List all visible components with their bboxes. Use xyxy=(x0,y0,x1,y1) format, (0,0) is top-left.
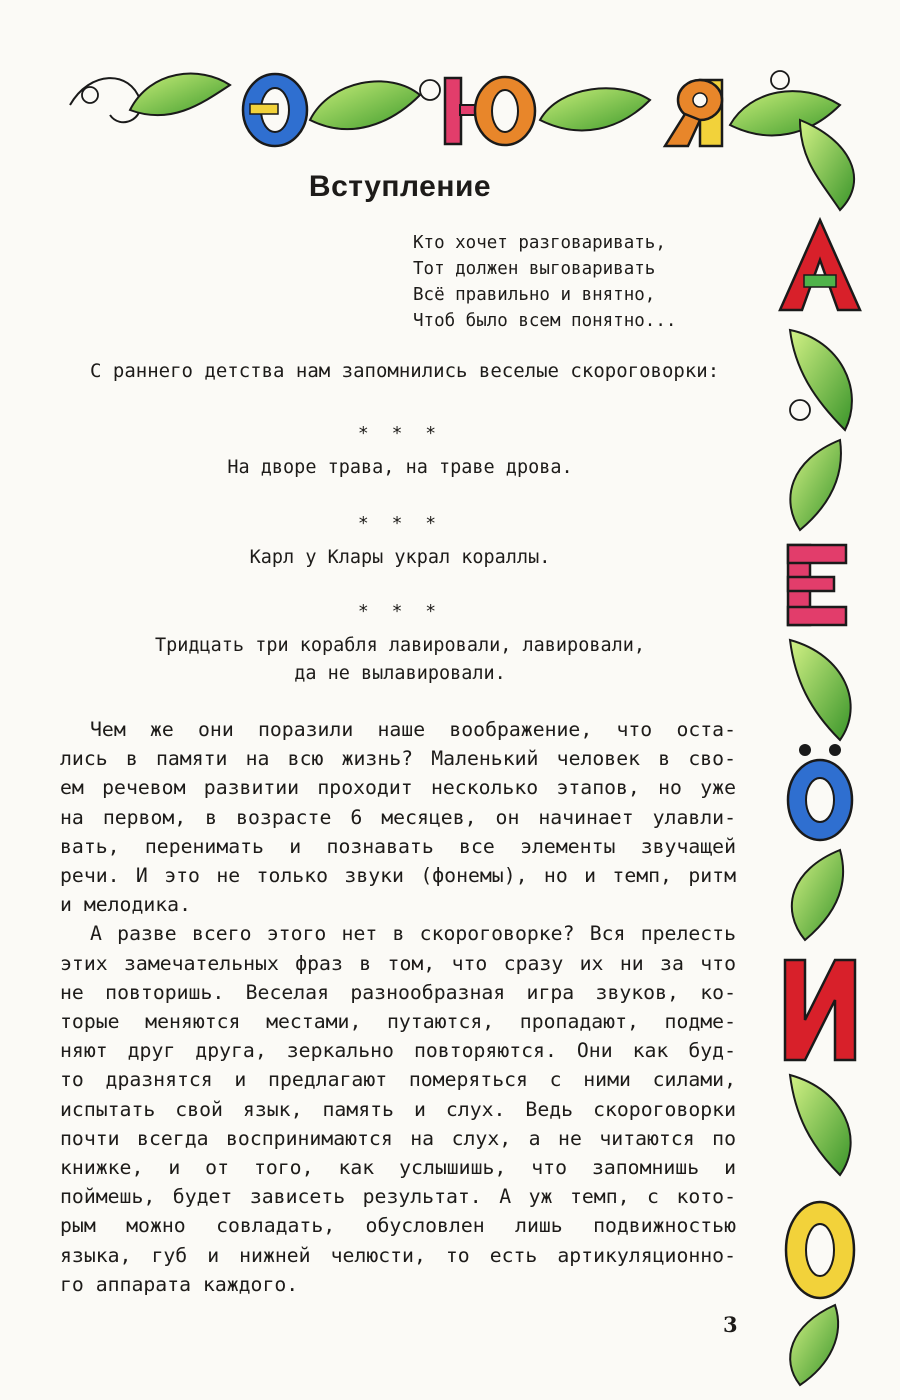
paragraph-line: то дразнятся и предлагают померяться с ними силами, xyxy=(60,1068,736,1092)
right-ornament-border xyxy=(760,110,880,1390)
paragraph-line: на первом, в возрасте 6 месяцев, он начинает улавли- xyxy=(60,805,736,829)
paragraph-line: почти всегда воспринимаются на слух, а не читаются по xyxy=(60,1126,736,1150)
epigraph-line: Кто хочет разговаривать, xyxy=(413,233,666,253)
swirl-ornament xyxy=(70,78,141,122)
paragraph-line: языка, губ и нижней челюсти, то есть артикуляционно- xyxy=(60,1243,736,1267)
tongue-twister xyxy=(60,598,740,688)
leaf-ornament xyxy=(130,74,230,116)
twister-line: Тридцать три корабля лавировали, лавировали, xyxy=(154,635,646,656)
leaf-ornament xyxy=(790,440,841,530)
epigraph-line: Чтоб было всем понятно... xyxy=(413,311,677,331)
paragraph-line: книжке, и от того, как услышишь, что запомнишь и xyxy=(60,1156,736,1180)
paragraph-line: не повторишь. Веселая разнообразная игра звуков, ко- xyxy=(60,980,736,1004)
ornament-letter-i xyxy=(785,960,855,1060)
page-title: Вступление xyxy=(308,170,492,203)
ornament-letter-e-reversed xyxy=(243,74,307,146)
tongue-twister xyxy=(60,420,740,482)
ornament-letter-yu xyxy=(445,77,535,145)
paragraph-line: го аппарата каждого. xyxy=(60,1272,299,1296)
paragraph-line: поймешь, будет зависеть результат. А уж темп, с кото- xyxy=(60,1185,736,1209)
ornament-letter-yo xyxy=(788,744,852,840)
paragraph-line: этих замечательных фраз в том, что сразу их ни за что xyxy=(60,951,736,975)
ornament-letter-a xyxy=(780,220,860,310)
paragraph-line: лись в памяти на всю жизнь? Маленький человек в сво- xyxy=(60,747,736,771)
leaf-ornament xyxy=(790,640,851,740)
ornament-letter-ya xyxy=(665,80,722,146)
leaf-ornament xyxy=(540,88,650,130)
asterism: * * * xyxy=(357,513,443,534)
paragraph-line: рым можно совладать, обусловлен лишь подвижностью xyxy=(60,1214,736,1238)
paragraph-line: А разве всего этого нет в скороговорке? Вся прелесть xyxy=(90,922,736,946)
paragraph-line: Чем же они поразили наше воображение, что оста- xyxy=(90,718,736,741)
leaf-ornament xyxy=(790,1075,851,1175)
paragraph-line: испытать свой язык, память и слух. Ведь скороговорки xyxy=(60,1097,736,1121)
top-ornament-border xyxy=(60,50,860,170)
ornament-letter-ie xyxy=(788,545,846,625)
epigraph-line: Тот должен выговаривать xyxy=(413,259,656,279)
leaf-ornament xyxy=(310,81,420,129)
twister-line: На дворе трава, на траве дрова. xyxy=(227,457,573,478)
epigraph-poem xyxy=(413,230,753,334)
page-number: 3 xyxy=(723,1312,738,1337)
body-text xyxy=(60,715,736,1299)
paragraph-line: торые меняются местами, путаются, пропадают, подме- xyxy=(60,1010,736,1034)
asterism: * * * xyxy=(357,423,443,444)
leaf-ornament xyxy=(792,850,843,940)
twister-line: да не вылавировали. xyxy=(294,663,506,684)
asterism: * * * xyxy=(357,601,443,622)
leaf-ornament xyxy=(800,120,854,210)
epigraph-line: Всё правильно и внятно, xyxy=(413,285,656,305)
paragraph-line: няют друг друга, зеркально повторяются. Они как буд- xyxy=(60,1039,736,1063)
twister-line: Карл у Клары украл кораллы. xyxy=(249,547,551,568)
leaf-ornament xyxy=(790,1305,838,1385)
tongue-twister xyxy=(60,510,740,572)
paragraph-line: ем речевом развитии проходит несколько этапов, но уже xyxy=(60,776,736,800)
paragraph-line: и мелодика. xyxy=(60,893,192,917)
paragraph-line: вать, перенимать и познавать все элементы звучащей xyxy=(60,834,736,858)
intro-paragraph: С раннего детства нам запомнились веселые скороговорки: xyxy=(90,360,720,382)
paragraph-line: речи. И это не только звуки (фонемы), но и темп, ритм xyxy=(60,864,736,888)
leaf-ornament xyxy=(790,330,852,430)
ornament-letter-o xyxy=(786,1202,854,1298)
